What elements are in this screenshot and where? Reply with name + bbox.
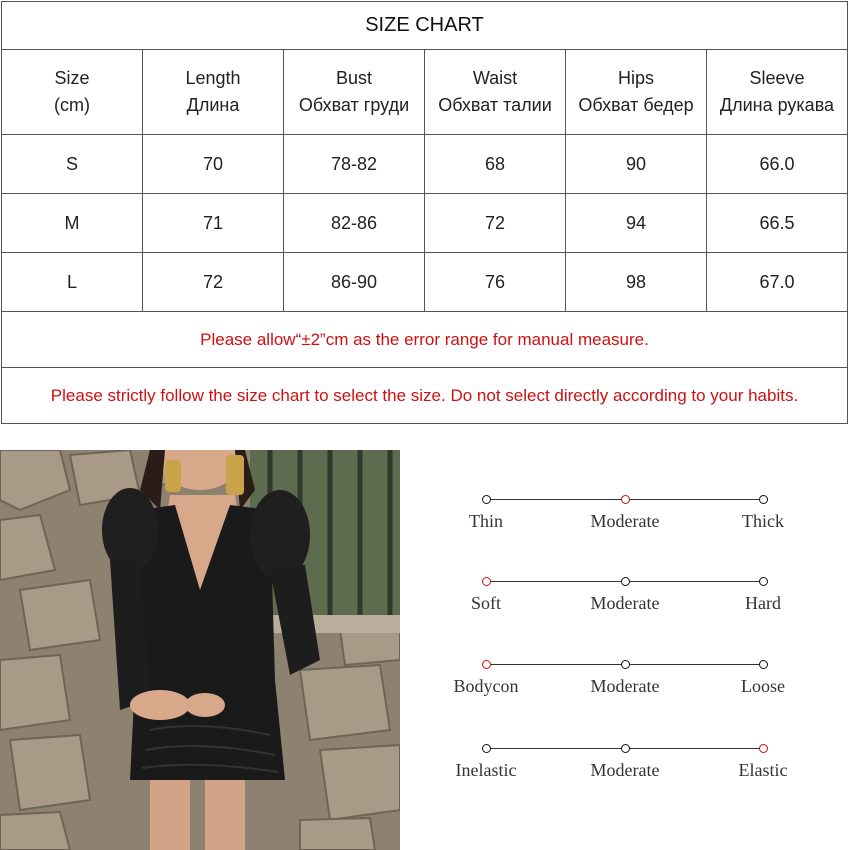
scale-marker (482, 660, 491, 669)
scale-label: Elastic (738, 760, 788, 780)
cell-sleeve: 66.5 (707, 194, 848, 253)
scale-label: Soft (470, 593, 501, 613)
table-row (2, 253, 848, 312)
scale-thickness (430, 470, 830, 530)
scale-marker (759, 660, 768, 669)
scale-label: Moderate (590, 760, 660, 780)
cell-sleeve: 67.0 (707, 253, 848, 312)
scale-marker (621, 660, 630, 669)
cell-waist: 72 (425, 194, 566, 253)
cell-size: S (2, 135, 143, 194)
cell-hips: 90 (566, 135, 707, 194)
header-length: Length Длина (143, 50, 284, 135)
product-photo (0, 450, 400, 850)
scale-label: Bodycon (453, 676, 519, 696)
scale-marker (482, 744, 491, 753)
cell-length: 70 (143, 135, 284, 194)
cell-size: M (2, 194, 143, 253)
scale-marker (759, 577, 768, 586)
scale-marker (482, 577, 491, 586)
header-waist: Waist Обхват талии (425, 50, 566, 135)
scale-label: Thin (469, 511, 503, 531)
measurement-error-note: Please allow“±2”cm as the error range for manual measure. (2, 312, 848, 368)
scale-label: Moderate (590, 676, 660, 696)
cell-bust: 86-90 (284, 253, 425, 312)
scale-marker (759, 495, 768, 504)
size-chart-table (1, 1, 848, 424)
scale-label: Hard (745, 593, 781, 613)
table-row (2, 135, 848, 194)
scale-marker (759, 744, 768, 753)
cell-waist: 76 (425, 253, 566, 312)
header-size: Size (cm) (2, 50, 143, 135)
table-row (2, 194, 848, 253)
cell-sleeve: 66.0 (707, 135, 848, 194)
fabric-property-scales (430, 470, 830, 830)
scale-marker (621, 577, 630, 586)
cell-length: 72 (143, 253, 284, 312)
scale-elasticity (430, 719, 830, 779)
cell-bust: 82-86 (284, 194, 425, 253)
scale-marker (482, 495, 491, 504)
scale-softness (430, 552, 830, 612)
scale-fit (430, 635, 830, 695)
scale-label: Inelastic (455, 760, 517, 780)
size-chart-title: SIZE CHART (2, 2, 848, 50)
scale-label: Moderate (590, 593, 660, 613)
scale-label: Thick (742, 511, 784, 531)
cell-bust: 78-82 (284, 135, 425, 194)
cell-hips: 98 (566, 253, 707, 312)
scale-label: Loose (741, 676, 785, 696)
scale-label: Moderate (590, 511, 660, 531)
header-bust: Bust Обхват груди (284, 50, 425, 135)
cell-size: L (2, 253, 143, 312)
header-sleeve: Sleeve Длина рукава (707, 50, 848, 135)
cell-hips: 94 (566, 194, 707, 253)
scale-marker (621, 495, 630, 504)
cell-waist: 68 (425, 135, 566, 194)
scale-marker (621, 744, 630, 753)
cell-length: 71 (143, 194, 284, 253)
size-selection-note: Please strictly follow the size chart to select the size. Do not select directly according to your habits. (2, 368, 848, 424)
header-hips: Hips Обхват бедер (566, 50, 707, 135)
